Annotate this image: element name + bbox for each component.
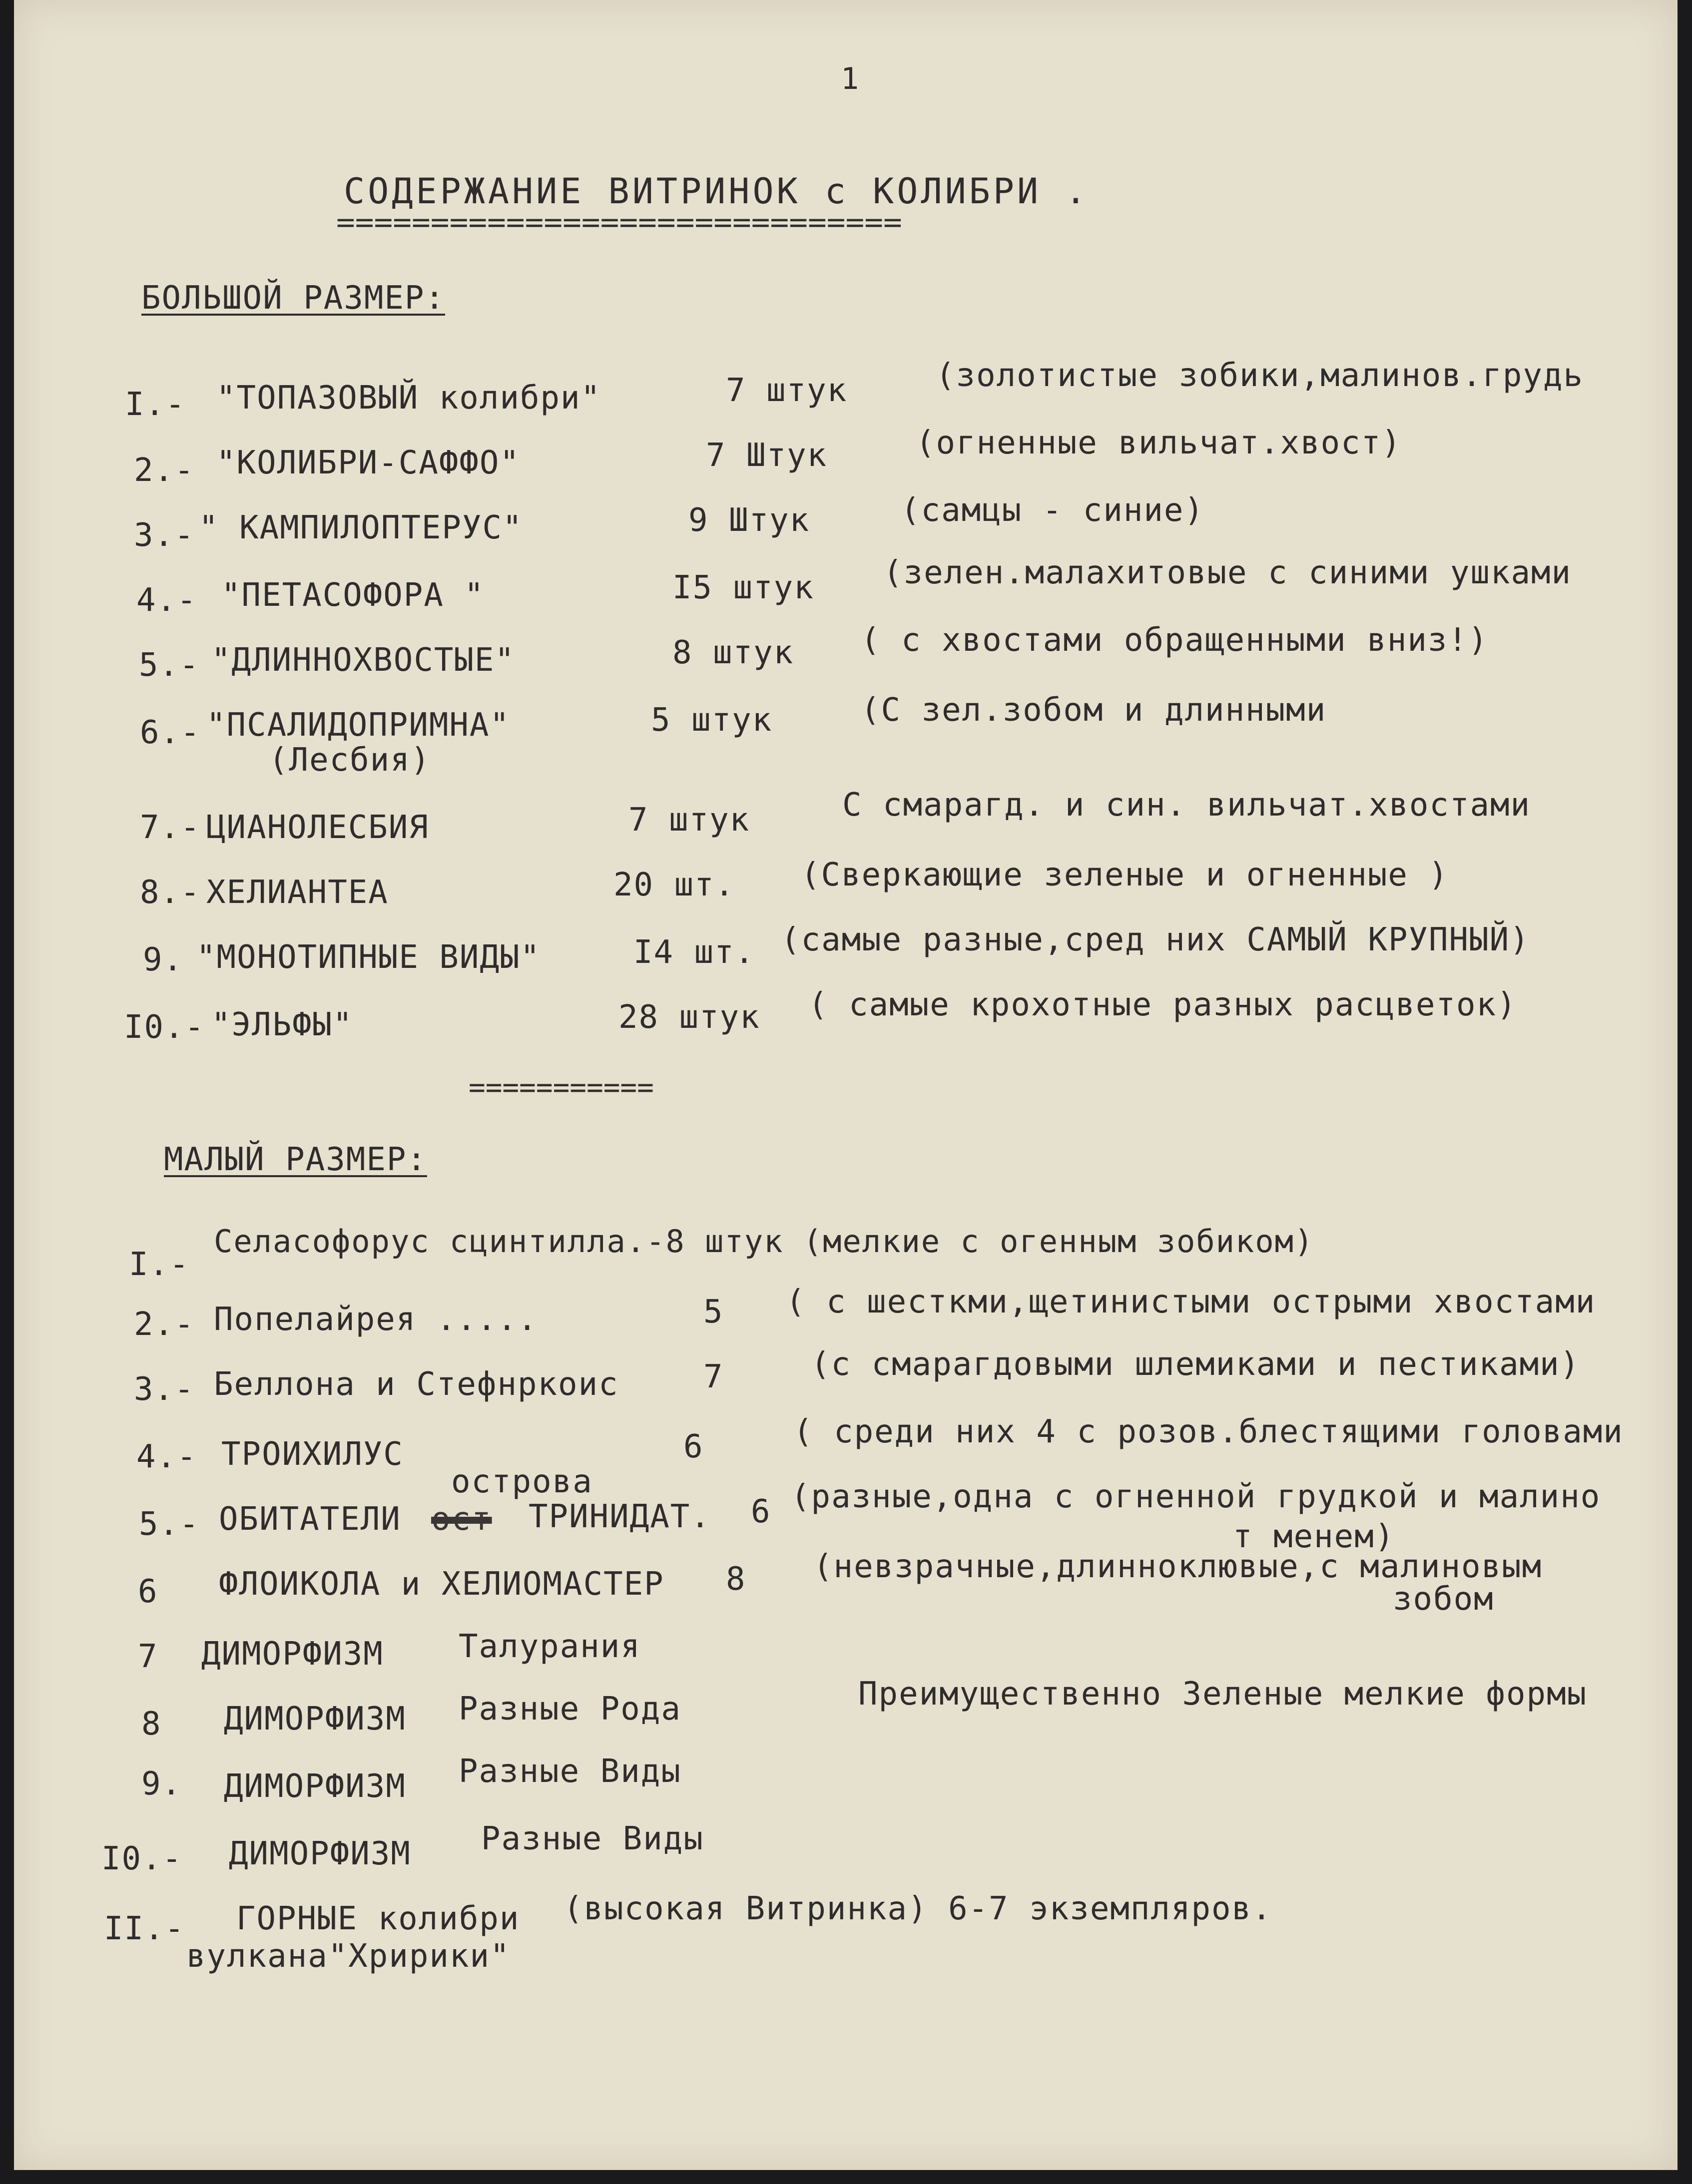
item-number: 6 <box>138 1573 158 1610</box>
item-number: II.- <box>104 1910 185 1947</box>
inserted-word: острова <box>451 1463 593 1500</box>
item-note: ( с хвостами обращенными вниз!) <box>861 622 1489 659</box>
item-count: 8 <box>726 1561 746 1598</box>
item-note: (невзрачные,длинноклювые,с малиновым <box>813 1548 1543 1585</box>
item-count: 28 штук <box>618 999 760 1036</box>
section-heading-large: БОЛЬШОЙ РАЗМЕР: <box>141 280 445 317</box>
item-number: 5.- <box>139 647 200 684</box>
item-name: Попелайрея ..... <box>214 1301 538 1338</box>
item-note: (разные,одна с огненной грудкой и малино <box>791 1478 1601 1515</box>
document-sheet <box>14 0 1678 2170</box>
item-note: (С зел.зобом и длинными <box>861 692 1327 729</box>
item-desc: Разные Рода <box>459 1691 681 1728</box>
item-desc: Талурания <box>459 1628 641 1665</box>
item-count: I5 штук <box>672 569 814 606</box>
page-mark: 1 <box>841 61 860 96</box>
item-name: Беллона и Стефнркоис <box>214 1366 619 1403</box>
item-desc: Разные Виды <box>459 1753 681 1790</box>
item-count: I4 шт. <box>633 934 755 971</box>
item-name: ДИМОРФИЗМ <box>224 1701 406 1738</box>
item-number: 4.- <box>136 582 197 619</box>
item-note: (зелен.малахитовые с синими ушками <box>883 554 1572 591</box>
item-count: 5 <box>703 1294 724 1330</box>
item-count: 6 <box>751 1493 771 1530</box>
item-number: 7.- <box>140 809 201 846</box>
item-name-sub: вулкана"Хририки" <box>186 1938 511 1975</box>
item-note-cont: т менем) <box>1233 1518 1395 1555</box>
item-name: ДИМОРФИЗМ <box>229 1835 411 1872</box>
item-note: ( среди них 4 с розов.блестящими головами <box>793 1413 1624 1450</box>
item-note: (с смарагдовыми шлемиками и пестиками) <box>811 1346 1581 1383</box>
item-text: Селасофорус сцинтилла.-8 штук (мелкие с огенным зобиком) <box>214 1223 1314 1260</box>
item-name: ДИМОРФИЗМ <box>224 1768 406 1805</box>
item-name: ХЕЛИАНТЕА <box>206 874 389 911</box>
item-note: (высокая Витринка) 6-7 экземпляров. <box>564 1890 1272 1927</box>
item-number: 8.- <box>140 874 201 911</box>
item-note: С смарагд. и син. вильчат.хвостами <box>842 787 1531 824</box>
item-number: 6.- <box>140 714 201 751</box>
title-rule: ============================== <box>336 206 902 239</box>
item-count: 9 Штук <box>688 502 810 539</box>
item-note-cont: зобом <box>1393 1581 1494 1618</box>
item-number: 2.- <box>134 1306 195 1343</box>
item-count: 5 штук <box>651 702 773 739</box>
item-name-sub: (Лесбия) <box>269 742 431 779</box>
item-note: (Сверкающие зеленые и огненные ) <box>801 857 1449 893</box>
section-heading-small: МАЛЫЙ РАЗМЕР: <box>164 1141 427 1178</box>
item-number: 9. <box>143 941 184 978</box>
item-note: (самые разные,сред них САМЫЙ КРУПНЫЙ) <box>781 921 1530 958</box>
item-name: ГОРНЫЕ колибри <box>236 1900 520 1937</box>
item-note: (самцы - синие) <box>901 492 1204 529</box>
item-name: "КОЛИБРИ-САФФО" <box>216 444 520 481</box>
item-number: 4.- <box>136 1438 197 1475</box>
item-number: 9. <box>141 1765 182 1802</box>
item-number: 3.- <box>134 517 195 554</box>
item-count: 8 штук <box>672 634 794 671</box>
item-count: 7 штук <box>628 802 750 839</box>
item-number: I.- <box>125 386 186 423</box>
item-note: (огненные вильчат.хвост) <box>916 425 1402 461</box>
item-count: 7 Штук <box>706 437 828 474</box>
item-name: "ПЕТАСОФОРА " <box>221 577 485 614</box>
item-name: ФЛОИКОЛА и ХЕЛИОМАСТЕР <box>219 1566 664 1603</box>
item-count: 6 <box>683 1428 704 1465</box>
item-number: I0.- <box>101 1840 183 1877</box>
item-name: ТРОИХИЛУС <box>221 1436 404 1473</box>
item-note: ( самые крохотные разных расцветок) <box>808 986 1517 1023</box>
item-name: ОБИТАТЕЛИ <box>219 1501 401 1538</box>
item-number: 2.- <box>134 452 195 489</box>
item-note: ( с шесткми,щетинистыми острыми хвостами <box>786 1284 1596 1320</box>
item-name: ДИМОРФИЗМ <box>201 1636 384 1673</box>
item-name: "ЭЛЬФЫ" <box>211 1006 353 1043</box>
item-name: " КАМПИЛОПТЕРУС" <box>199 509 523 546</box>
page-title: СОДЕРЖАНИЕ ВИТРИНОК с КОЛИБРИ . <box>344 171 1090 212</box>
item-number: 7 <box>138 1638 158 1675</box>
item-note: Преимущественно Зеленые мелкие формы <box>858 1676 1588 1713</box>
item-name: "ТОПАЗОВЫЙ колибри" <box>216 380 601 417</box>
item-name: ЦИАНОЛЕСБИЯ <box>206 809 429 846</box>
item-name: "ПСАЛИДОПРИМНА" <box>206 707 510 744</box>
section-separator: =========== <box>469 1071 654 1104</box>
item-number: 8 <box>141 1706 162 1743</box>
item-name-tail: ТРИНИДАТ. <box>529 1498 711 1535</box>
struck-word: ост <box>431 1501 492 1538</box>
item-name: "МОНОТИПНЫЕ ВИДЫ" <box>196 939 541 976</box>
item-number: I0.- <box>124 1009 205 1046</box>
item-number: 5.- <box>139 1506 200 1543</box>
item-count: 7 штук <box>726 372 848 409</box>
item-number: I.- <box>129 1246 190 1283</box>
item-note: (золотистые зобики,малинов.грудь <box>936 357 1584 394</box>
item-count: 7 <box>703 1358 724 1395</box>
item-count: 20 шт. <box>613 867 735 903</box>
item-desc: Разные Виды <box>481 1820 704 1857</box>
item-number: 3.- <box>134 1371 195 1408</box>
item-name: "ДЛИННОХВОСТЫЕ" <box>211 642 515 679</box>
